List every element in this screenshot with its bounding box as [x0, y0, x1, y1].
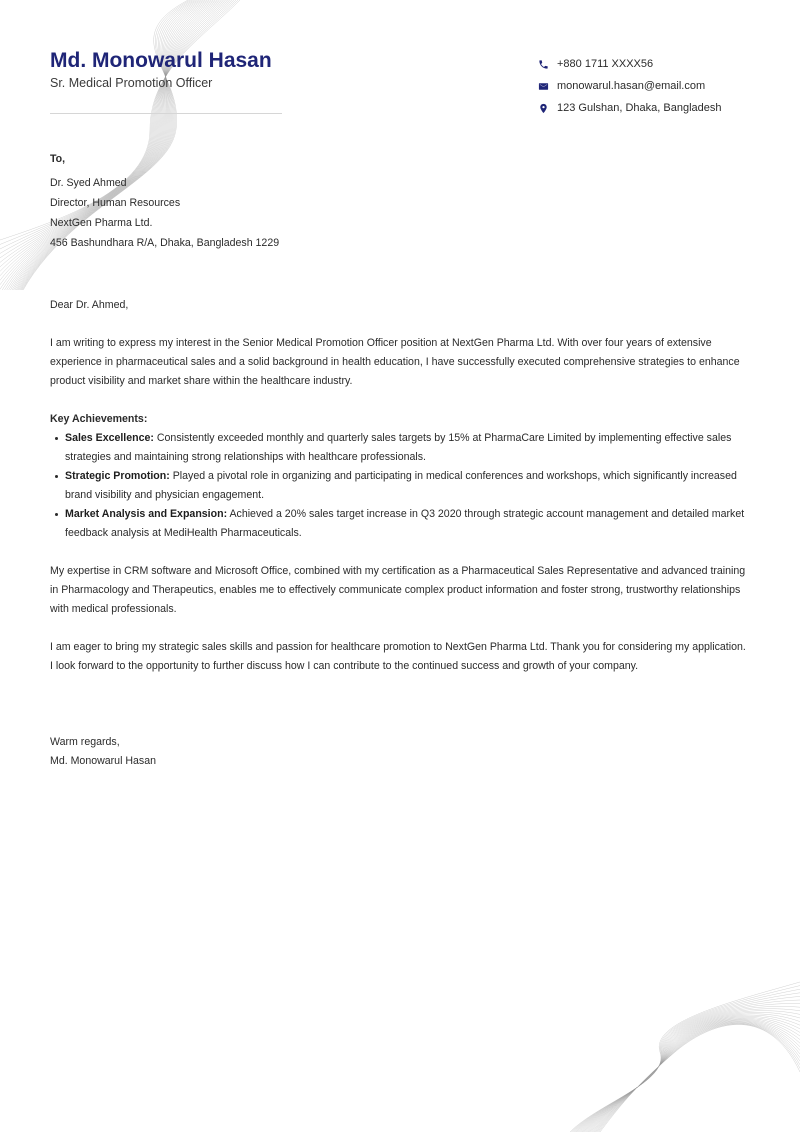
- decorative-wave-line: [586, 1016, 800, 1132]
- contact-address: [538, 97, 722, 119]
- header-divider: [50, 113, 282, 114]
- decorative-wave-line: [581, 1011, 800, 1132]
- decorative-wave-line: [570, 982, 800, 1132]
- recipient-address: 456 Bashundhara R/A, Dhaka, Bangladesh 1229: [50, 237, 280, 249]
- decorative-wave-line: [587, 1017, 800, 1132]
- recipient-name: Dr. Syed Ahmed: [50, 177, 127, 189]
- phone-icon: [538, 59, 549, 70]
- decorative-wave-line: [584, 1015, 800, 1132]
- decorative-wave-line: [588, 1018, 800, 1132]
- recipient-position: Director, Human Resources: [50, 197, 181, 209]
- street-address: 123 Gulshan, Dhaka, Bangladesh: [557, 102, 722, 114]
- intro-paragraph: I am writing to express my interest in the Senior Medical Promotion Officer position at NextGen Pharma Ltd. With over four years of extensive experience in pharmaceutical sales and a solid background in health education, I have successfully executed comprehensive strategies to enhance product visibility and market share within the healthcare industry.: [50, 337, 740, 387]
- achievement-item: [50, 467, 750, 505]
- contact-phone: [538, 53, 722, 75]
- email-address: monowarul.hasan@email.com: [557, 80, 706, 92]
- achievement-label: Market Analysis and Expansion:: [65, 508, 228, 520]
- decorative-wave-line: [594, 1022, 800, 1132]
- contact-info: [538, 53, 722, 119]
- decorative-wave-line: [595, 1022, 800, 1132]
- decorative-wave-line: [576, 1000, 800, 1132]
- decorative-wave-line: [599, 1024, 800, 1132]
- decorative-wave-bottom-right: [560, 972, 800, 1132]
- recipient-company: NextGen Pharma Ltd.: [50, 217, 153, 229]
- salutation: Dear Dr. Ahmed,: [50, 299, 129, 311]
- sender-title: Sr. Medical Promotion Officer: [50, 76, 213, 90]
- decorative-wave-line: [572, 989, 800, 1132]
- decorative-wave-line: [592, 1021, 800, 1132]
- decorative-wave-line: [582, 1012, 800, 1132]
- letter-header: [50, 48, 282, 90]
- location-pin-icon: [538, 103, 549, 114]
- decorative-wave-line: [575, 996, 800, 1132]
- achievement-label: Strategic Promotion:: [65, 470, 170, 482]
- closing-paragraph: I am eager to bring my strategic sales skills and passion for healthcare promotion to NextGen Pharma Ltd. Thank you for considering my application. I look forward to the opportunity to further discuss how I can contribute to the continued success and growth of your company.: [50, 641, 746, 672]
- recipient-block: [50, 173, 750, 253]
- decorative-wave-line: [589, 1019, 800, 1132]
- signoff: Warm regards,: [50, 736, 120, 748]
- achievement-label: Sales Excellence:: [65, 432, 154, 444]
- decorative-wave-line: [600, 1025, 800, 1132]
- letter-body: [50, 150, 750, 771]
- achievements-list: [50, 429, 750, 543]
- contact-email: [538, 75, 722, 97]
- expertise-paragraph: My expertise in CRM software and Microsoft Office, combined with my certification as a Pharmaceutical Sales Representative and advanced training in Pharmacology and Therapeutics, enables me to effectively communicate complex product information and foster strong, trustworthy relationships with medical professionals.: [50, 565, 746, 615]
- decorative-wave-line: [596, 1023, 800, 1132]
- decorative-wave-line: [580, 1009, 800, 1132]
- signature-name: Md. Monowarul Hasan: [50, 755, 156, 767]
- decorative-wave-line: [583, 1014, 800, 1132]
- achievements-heading: Key Achievements:: [50, 413, 148, 425]
- decorative-wave-line: [590, 1020, 800, 1132]
- decorative-wave-line: [578, 1006, 800, 1132]
- achievement-text: Played a pivotal role in organizing and participating in medical conferences and workshops, which significantly increased brand visibility and physician engagement.: [65, 470, 737, 501]
- decorative-wave-line: [598, 1024, 800, 1132]
- sender-name: Md. Monowarul Hasan: [50, 49, 272, 72]
- decorative-wave-line: [577, 1004, 800, 1132]
- decorative-wave-line: [593, 1021, 800, 1132]
- achievement-item: [50, 505, 750, 543]
- achievement-item: [50, 429, 750, 467]
- recipient-label: To,: [50, 153, 66, 165]
- achievement-text: Achieved a 20% sales target increase in Q3 2020 through strategic account management and detailed market feedback analysis at MediHealth Pharmaceuticals.: [65, 508, 745, 539]
- achievement-text: Consistently exceeded monthly and quarterly sales targets by 15% at PharmaCare Limited by implementing effective sales strategies and maintaining strong relationships with healthcare professionals.: [65, 432, 732, 463]
- decorative-wave-line: [571, 986, 800, 1132]
- phone-number: +880 1711 XXXX56: [557, 58, 654, 70]
- email-icon: [538, 81, 549, 92]
- decorative-wave-line: [574, 993, 800, 1132]
